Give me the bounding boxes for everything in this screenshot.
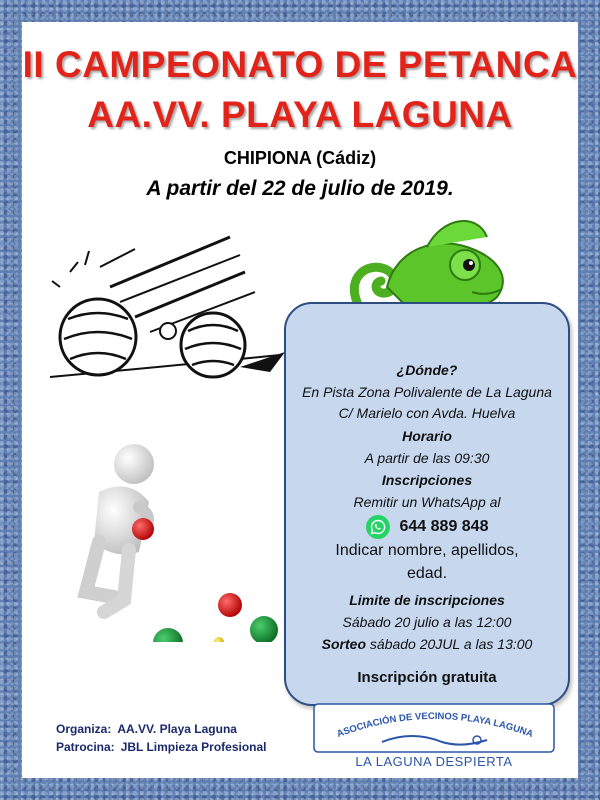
sponsor-value: JBL Limpieza Profesional xyxy=(120,740,267,754)
whatsapp-icon xyxy=(366,515,390,539)
sponsor-line xyxy=(56,740,267,754)
association-logo xyxy=(312,702,556,770)
registration-heading: Inscripciones xyxy=(381,472,473,488)
logo-emblem xyxy=(312,702,556,754)
where-heading: ¿Dónde? xyxy=(396,362,458,378)
registration-instruction: Remitir un WhatsApp al xyxy=(353,494,501,510)
deadline-heading: Limite de inscripciones xyxy=(349,592,505,608)
phone-row xyxy=(286,515,568,539)
phone-number: 644 889 848 xyxy=(399,518,489,535)
organizer-label: Organiza: xyxy=(56,722,112,736)
where-line-2: C/ Marielo con Avda. Huelva xyxy=(338,405,516,421)
player-figure-illustration xyxy=(44,432,294,642)
poster-title: II CAMPEONATO DE PETANCA xyxy=(22,44,578,85)
draw-label: Sorteo xyxy=(321,636,367,652)
petanque-balls-illustration xyxy=(40,227,290,397)
where-line-1: En Pista Zona Polivalente de La Laguna xyxy=(302,384,552,400)
draw-value: sábado 20JUL a las 13:00 xyxy=(369,636,533,652)
poster-subtitle: AA.VV. PLAYA LAGUNA xyxy=(87,94,513,135)
date-line: A partir del 22 de julio de 2019. xyxy=(146,177,454,200)
poster xyxy=(22,22,578,778)
indicate-line-1: Indicar nombre, apellidos, xyxy=(335,542,519,559)
sponsor-label: Patrocina: xyxy=(56,740,115,754)
free-registration: Inscripción gratuita xyxy=(357,669,497,686)
schedule-heading: Horario xyxy=(402,428,452,444)
location-label: CHIPIONA (Cádiz) xyxy=(223,148,377,168)
logo-slogan: LA LAGUNA DESPIERTA xyxy=(355,754,513,769)
schedule-value: A partir de las 09:30 xyxy=(364,450,490,466)
organizer-line xyxy=(56,722,237,736)
indicate-line-2: edad. xyxy=(406,565,448,582)
draw-line xyxy=(286,636,568,652)
deadline-value: Sábado 20 julio a las 12:00 xyxy=(342,614,512,630)
logo-arc-text: ASOCIACIÓN DE VECINOS PLAYA LAGUNA xyxy=(335,710,535,740)
organizer-value: AA.VV. Playa Laguna xyxy=(117,722,237,736)
info-panel xyxy=(284,302,570,706)
